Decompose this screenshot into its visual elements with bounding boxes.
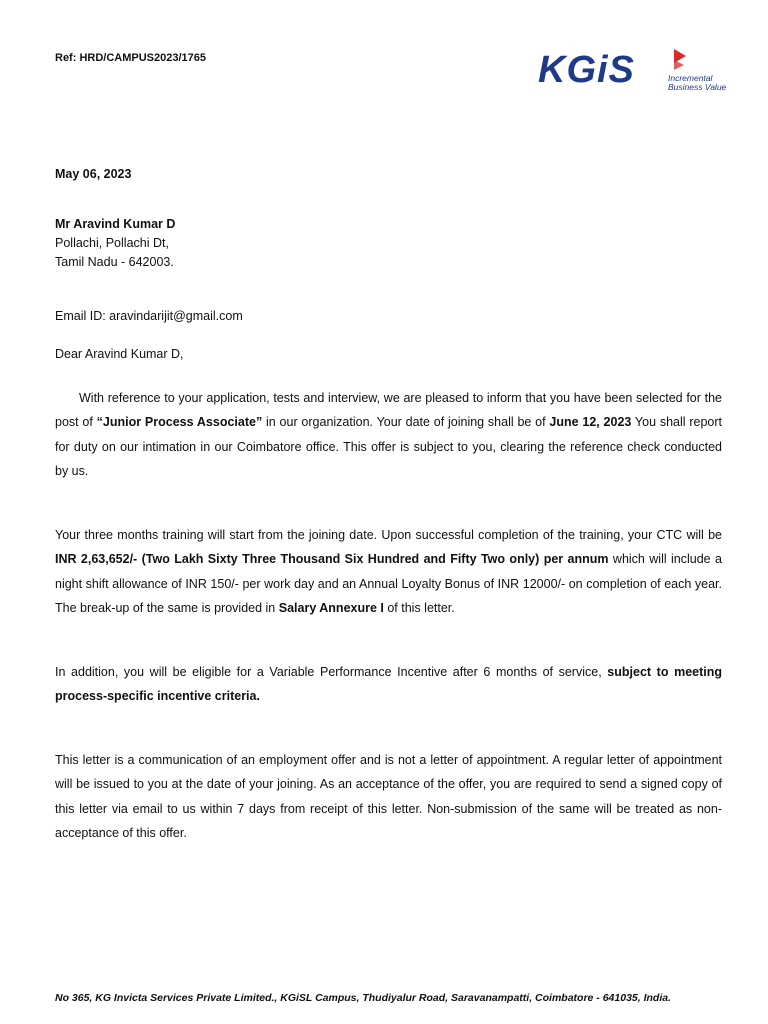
reference-number: Ref: HRD/CAMPUS2023/1765 — [55, 52, 206, 64]
p2-text-c: which will include a night shift allowance of INR 150/- per work day and an Annual Loyalty Bonus of INR 12000/- on completion of each year. The break-up of the same is provided in — [55, 552, 722, 615]
paragraph-acceptance: This letter is a communication of an employment offer and is not a letter of appointment. A regular letter of appointment will be issued to you at the date of your joining. As an acceptance of the offer, you are required to send a signed copy of this letter via email to us within 7 days from receipt of this letter. Non-submission of the same will be treated as non-acceptance of this offer. — [55, 753, 722, 840]
address-line-1: Pollachi, Pollachi Dt, — [55, 236, 169, 250]
logo-tagline-line2: Business Value — [668, 82, 727, 92]
address-line-2: Tamil Nadu - 642003. — [55, 255, 174, 269]
paragraph-incentive — [55, 660, 722, 709]
p1-text-c: in our organization. Your date of joining shall be of — [262, 415, 550, 430]
p1-text-e: You shall report for duty on our intimation in our Coimbatore office. This offer is subject to you, clearing the reference check conducted by us. — [55, 415, 722, 478]
logo-tagline — [668, 74, 748, 92]
recipient-email: Email ID: aravindarijit@gmail.com — [55, 309, 243, 323]
logo-tagline-line1: Incremental — [668, 73, 713, 83]
recipient-address — [55, 215, 175, 272]
paragraph-compensation — [55, 523, 722, 620]
incentive-criteria: subject to meeting process-specific incentive criteria. — [55, 665, 723, 704]
p2-text-a: Your three months training will start from the joining date. Upon successful completion of the training, your CTC will be — [55, 528, 722, 542]
p3-text-a: In addition, you will be eligible for a Variable Performance Incentive after 6 months of service, — [55, 665, 608, 679]
job-title: “Junior Process Associate” — [96, 415, 263, 430]
company-logo — [538, 46, 738, 96]
logo-arrow-icon — [672, 48, 688, 74]
ctc-amount: INR 2,63,652/- (Two Lakh Sixty Three Thousand Six Hundred and Fifty Two only) per annum — [55, 552, 609, 567]
salary-annexure: Salary Annexure I — [278, 600, 384, 615]
p2-text-e: of this letter. — [383, 600, 455, 615]
joining-date: June 12, 2023 — [549, 415, 632, 430]
paragraph-selection — [55, 386, 722, 483]
recipient-name: Mr Aravind Kumar D — [55, 217, 176, 231]
letter-date: May 06, 2023 — [55, 167, 132, 181]
salutation: Dear Aravind Kumar D, — [55, 347, 184, 361]
footer-address: No 365, KG Invicta Services Private Limited., KGiSL Campus, Thudiyalur Road, Saravanampatti, Coimbatore - 641035, India. — [55, 992, 672, 1004]
p1-text-a: With reference to your application, tests and interview, we are pleased to inform that you have been selected for the post of — [55, 391, 722, 430]
logo-wordmark: KGiS — [538, 49, 635, 91]
